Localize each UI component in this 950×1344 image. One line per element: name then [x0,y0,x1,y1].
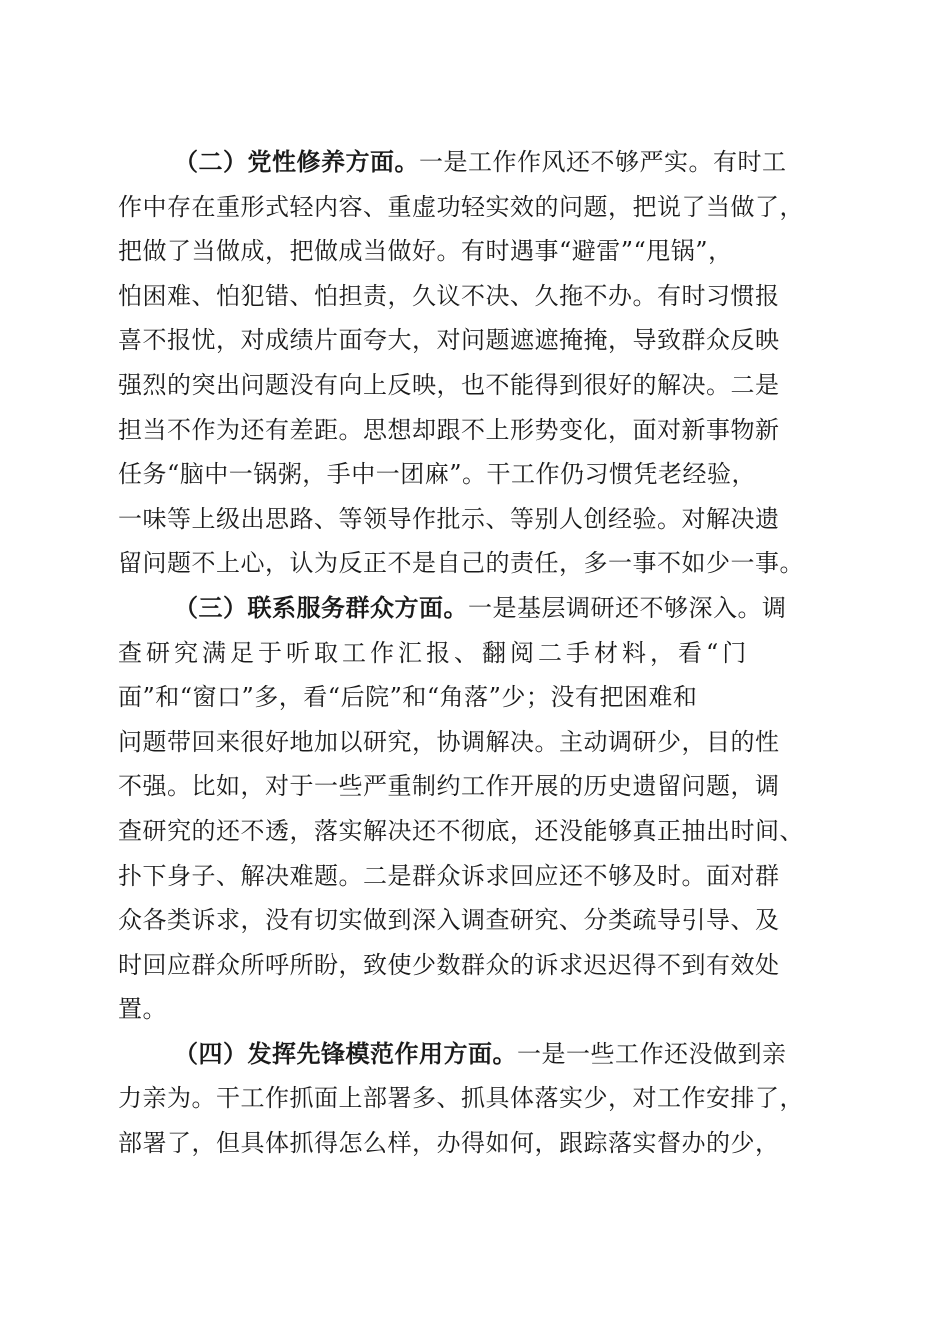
text-line: 怕困难、怕犯错、怕担责，久议不决、久拖不办。有时习惯报 [118,281,780,310]
text-line: 面”和“窗口”多，看“后院”和“角落”少；没有把困难和 [118,683,698,712]
text-line: 查研究满足于听取工作汇报、翻阅二手材料，看“门 [118,638,751,667]
paragraph-first-line [118,1032,830,1077]
text-line: 留问题不上心，认为反正不是自己的责任，多一事不如少一事。 [118,549,804,578]
text-line: 众各类诉求，没有切实做到深入调查研究、分类疏导引导、及 [118,906,780,935]
section-serving-masses [118,586,830,1032]
text-line: 强烈的突出问题没有向上反映，也不能得到很好的解决。二是 [118,370,780,399]
text-line: 扑下身子、解决难题。二是群众诉求回应还不够及时。面对群 [118,861,780,890]
text-line: 任务“脑中一锅粥，手中一团麻”。干工作仍习惯凭老经验， [118,460,757,489]
text-line: 力亲为。干工作抓面上部署多、抓具体落实少，对工作安排了， [118,1084,804,1113]
text-line: 作中存在重形式轻内容、重虚功轻实效的问题，把说了当做了， [118,192,804,221]
text-line: 一是一些工作还没做到亲 [517,1039,787,1068]
text-line: 一是工作作风还不够严实。有时工 [419,148,787,176]
paragraph-first-line [118,586,830,631]
text-line: 问题带回来很好地加以研究，协调解决。主动调研少，目的性 [118,727,780,756]
section-heading: （二）党性修养方面。 [174,148,419,176]
text-line: 查研究的还不透，落实解决还不彻底，还没能够真正抽出时间、 [118,816,804,845]
section-heading: （四）发挥先锋模范作用方面。 [174,1039,517,1068]
text-line: 喜不报忧，对成绩片面夸大，对问题遮遮掩掩，导致群众反映 [118,326,780,355]
section-heading: （三）联系服务群众方面。 [174,593,468,622]
section-vanguard-role [118,1032,830,1166]
paragraph-first-line [118,140,830,185]
text-line: 一味等上级出思路、等领导作批示、等别人创经验。对解决遗 [118,504,780,533]
text-line: 置。 [118,995,167,1024]
text-line: 一是基层调研还不够深入。调 [468,593,787,622]
text-line: 不强。比如，对于一些严重制约工作开展的历史遗留问题，调 [118,772,780,801]
document-body [118,140,830,1166]
section-party-spirit [118,140,830,586]
text-line: 担当不作为还有差距。思想却跟不上形势变化，面对新事物新 [118,415,780,444]
text-line: 时回应群众所呼所盼，致使少数群众的诉求迟迟得不到有效处 [118,950,780,979]
text-line: 部署了，但具体抓得怎么样，办得如何，跟踪落实督办的少， [118,1129,780,1158]
text-line: 把做了当做成，把做成当做好。有时遇事“避雷”“甩锅”， [118,237,733,266]
